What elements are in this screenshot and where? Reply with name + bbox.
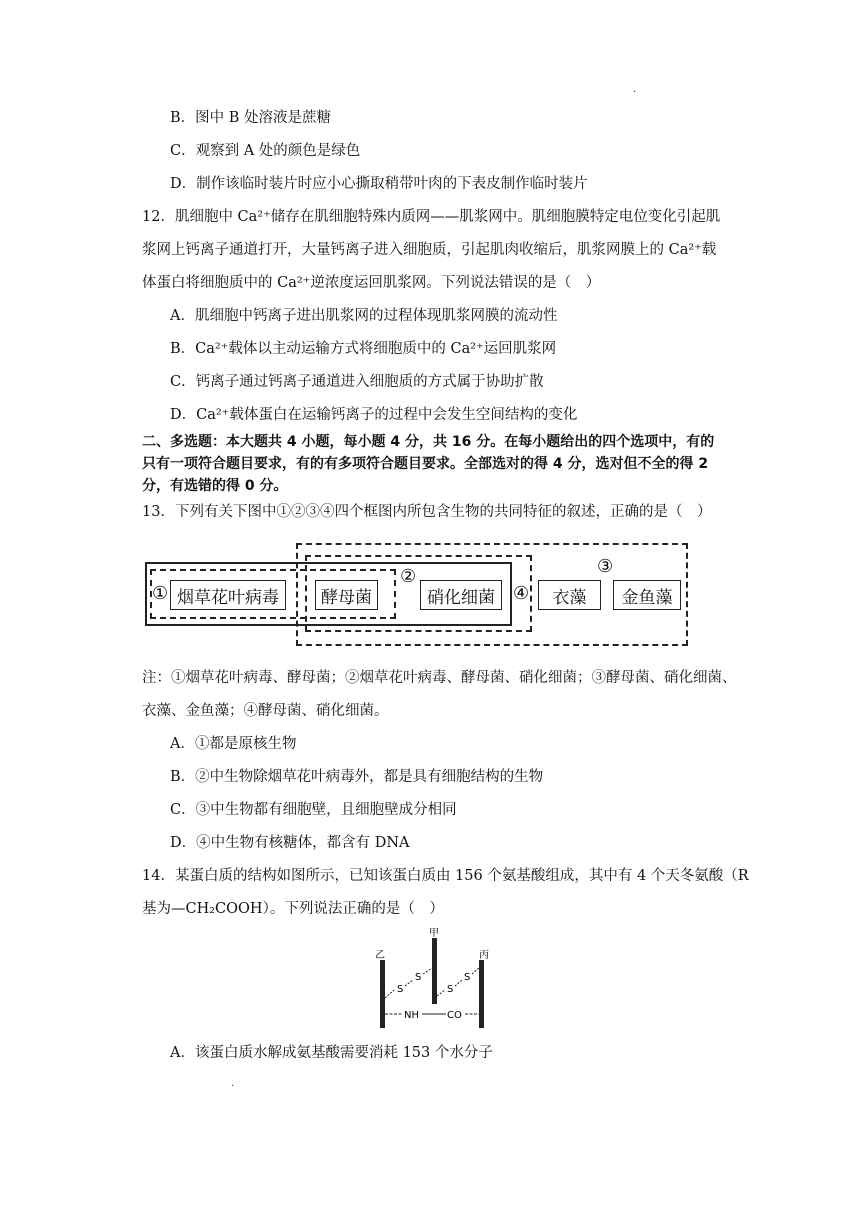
q12-option-d: D．Ca²⁺载体蛋白在运输钙离子的过程中会发生空间结构的变化 bbox=[170, 407, 578, 423]
q11-option-d: D．制作该临时装片时应小心撕取稍带叶肉的下表皮制作临时装片 bbox=[170, 176, 588, 192]
label-3: ③ bbox=[597, 556, 614, 577]
sulfur-4: S bbox=[464, 972, 471, 983]
section2-line3: 分，有选错的得 0 分。 bbox=[142, 478, 288, 494]
label-2: ② bbox=[400, 566, 417, 587]
q13-option-b: B．②中生物除烟草花叶病毒外，都是具有细胞结构的生物 bbox=[170, 769, 544, 785]
organism-chlamydomonas: 衣藻 bbox=[538, 580, 601, 610]
q12-stem-line3: 体蛋白将细胞质中的 Ca²⁺逆浓度运回肌浆网。下列说法错误的是（ ） bbox=[142, 275, 601, 291]
section2-line1: 二、多选题：本大题共 4 小题，每小题 4 分，共 16 分。在每小题给出的四个选项中，有的 bbox=[142, 434, 715, 450]
section2-line2: 只有一项符合题目要求，有的有多项符合题目要求。全部选对的得 4 分，选对但不全的得 2 bbox=[142, 456, 709, 472]
organism-tobacco-mosaic-virus: 烟草花叶病毒 bbox=[170, 580, 286, 610]
co-group: CO bbox=[447, 1010, 462, 1021]
organism-yeast: 酵母菌 bbox=[315, 580, 378, 610]
sulfur-3: S bbox=[447, 984, 454, 995]
label-jia: 甲 bbox=[429, 928, 439, 939]
q13-note-line2: 衣藻、金鱼藻；④酵母菌、硝化细菌。 bbox=[142, 703, 389, 719]
q14-option-a: A．该蛋白质水解成氨基酸需要消耗 153 个水分子 bbox=[170, 1045, 493, 1061]
sulfur-2: S bbox=[415, 972, 422, 983]
q13-option-d: D．④中生物有核糖体，都含有 DNA bbox=[170, 835, 410, 851]
q14-stem-line2: 基为—CH₂COOH）。下列说法正确的是（ ） bbox=[142, 901, 444, 917]
nh-group: NH bbox=[404, 1010, 419, 1021]
protein-structure-diagram bbox=[366, 928, 496, 1033]
organism-nitrifying-bacteria: 硝化细菌 bbox=[420, 580, 502, 610]
organism-hornwort: 金鱼藻 bbox=[613, 580, 681, 610]
sulfur-1: S bbox=[397, 984, 404, 995]
label-yi: 乙 bbox=[375, 950, 385, 961]
label-4: ④ bbox=[513, 583, 530, 604]
chain-jia bbox=[432, 938, 437, 1004]
label-1: ① bbox=[152, 583, 169, 604]
q14-stem-line1: 14．某蛋白质的结构如图所示，已知该蛋白质由 156 个氨基酸组成，其中有 4 个天冬氨酸（R bbox=[142, 868, 749, 884]
q11-option-b: B．图中 B 处溶液是蔗糖 bbox=[170, 110, 332, 126]
header-dot: . bbox=[633, 84, 637, 95]
chain-yi bbox=[380, 960, 385, 1028]
q13-note-line1: 注：①烟草花叶病毒、酵母菌；②烟草花叶病毒、酵母菌、硝化细菌；③酵母菌、硝化细菌、 bbox=[142, 670, 737, 686]
q13-option-c: C．③中生物都有细胞壁，且细胞壁成分相同 bbox=[170, 802, 457, 818]
label-bing: 丙 bbox=[479, 950, 489, 961]
q12-stem-line1: 12．肌细胞中 Ca²⁺储存在肌细胞特殊内质网——肌浆网中。肌细胞膜特定电位变化引起肌 bbox=[142, 209, 721, 225]
q12-option-a: A．肌细胞中钙离子进出肌浆网的过程体现肌浆网膜的流动性 bbox=[170, 308, 558, 324]
q12-option-b: B．Ca²⁺载体以主动运输方式将细胞质中的 Ca²⁺运回肌浆网 bbox=[170, 341, 557, 357]
q12-stem-line2: 浆网上钙离子通道打开，大量钙离子进入细胞质，引起肌肉收缩后，肌浆网膜上的 Ca²⁺载 bbox=[142, 242, 717, 258]
q13-option-a: A．①都是原核生物 bbox=[170, 736, 297, 752]
q12-option-c: C．钙离子通过钙离子通道进入细胞质的方式属于协助扩散 bbox=[170, 374, 544, 390]
chain-bing bbox=[479, 960, 484, 1028]
footer-dot: . bbox=[231, 1078, 235, 1089]
q11-option-c: C．观察到 A 处的颜色是绿色 bbox=[170, 143, 361, 159]
q13-stem: 13．下列有关下图中①②③④四个框图内所包含生物的共同特征的叙述，正确的是（ ） bbox=[142, 504, 712, 520]
